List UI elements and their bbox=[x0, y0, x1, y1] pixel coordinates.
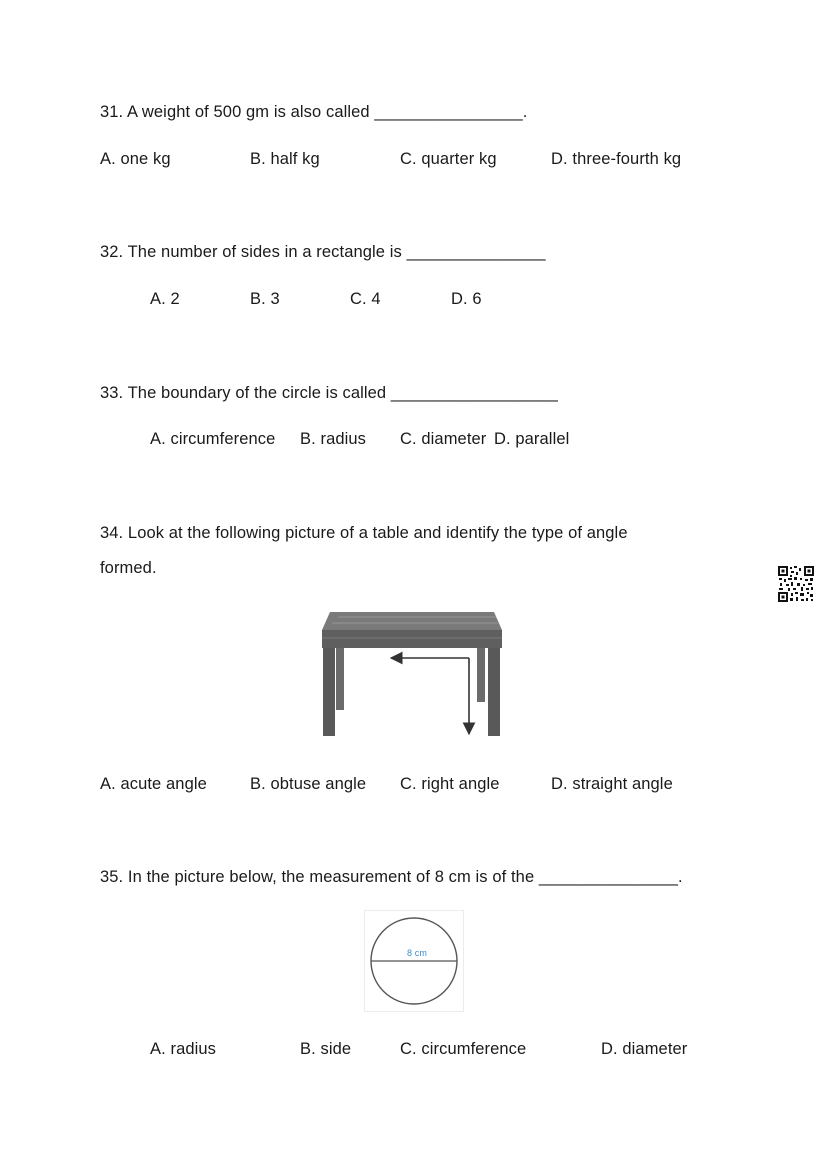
q33-option-d[interactable]: D. parallel bbox=[494, 430, 570, 448]
q34-option-a[interactable]: A. acute angle bbox=[100, 775, 207, 793]
table-top-edge bbox=[322, 630, 502, 648]
q31-option-d[interactable]: D. three-fourth kg bbox=[551, 150, 682, 168]
table-back-leg-left bbox=[336, 648, 344, 710]
question-31-stem: 31. A weight of 500 gm is also called ________________. bbox=[100, 103, 528, 121]
table-front-leg-left bbox=[323, 648, 335, 736]
q32-option-c[interactable]: C. 4 bbox=[350, 290, 381, 308]
table-back-leg-right bbox=[477, 648, 485, 702]
q34-option-d[interactable]: D. straight angle bbox=[551, 775, 673, 793]
question-34-stem-line1: 34. Look at the following picture of a table and identify the type of angle bbox=[100, 524, 628, 542]
q32-option-b[interactable]: B. 3 bbox=[250, 290, 280, 308]
circle-figure bbox=[364, 910, 464, 1012]
q31-option-b[interactable]: B. half kg bbox=[250, 150, 320, 168]
table-front-leg-right bbox=[488, 648, 500, 736]
q32-option-a[interactable]: A. 2 bbox=[150, 290, 180, 308]
q34-option-c[interactable]: C. right angle bbox=[400, 775, 500, 793]
q31-option-a[interactable]: A. one kg bbox=[100, 150, 171, 168]
q31-option-c[interactable]: C. quarter kg bbox=[400, 150, 497, 168]
q32-option-d[interactable]: D. 6 bbox=[451, 290, 482, 308]
q35-option-c[interactable]: C. circumference bbox=[400, 1040, 527, 1058]
q33-option-a[interactable]: A. circumference bbox=[150, 430, 276, 448]
q35-option-b[interactable]: B. side bbox=[300, 1040, 352, 1058]
question-34-stem-line2: formed. bbox=[100, 559, 157, 577]
question-32-stem: 32. The number of sides in a rectangle is _______________ bbox=[100, 243, 546, 261]
q35-option-d[interactable]: D. diameter bbox=[601, 1040, 688, 1058]
table-figure bbox=[318, 608, 508, 740]
question-33-stem: 33. The boundary of the circle is called __________________ bbox=[100, 384, 558, 402]
table-top-surface bbox=[322, 612, 502, 630]
circle-measure-label: 8 cm bbox=[407, 948, 427, 958]
q34-option-b[interactable]: B. obtuse angle bbox=[250, 775, 367, 793]
q33-option-b[interactable]: B. radius bbox=[300, 430, 367, 448]
q35-option-a[interactable]: A. radius bbox=[150, 1040, 217, 1058]
qr-code-icon bbox=[777, 565, 815, 603]
question-35-stem: 35. In the picture below, the measurement of 8 cm is of the _______________. bbox=[100, 868, 683, 886]
q33-option-c[interactable]: C. diameter bbox=[400, 430, 487, 448]
